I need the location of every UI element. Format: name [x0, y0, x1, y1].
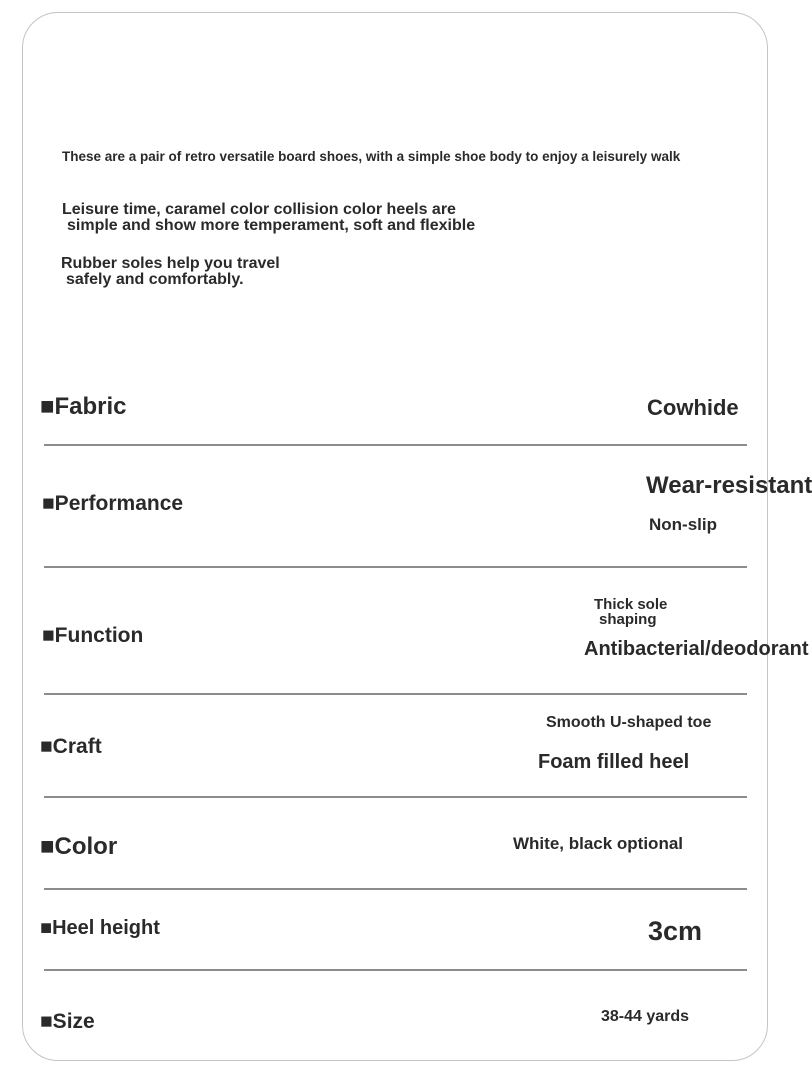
heel-height-value: 3cm: [648, 916, 703, 946]
function-value-2: Antibacterial/deodorant: [584, 638, 809, 660]
divider: [44, 888, 747, 890]
craft-value-2: Foam filled heel: [538, 751, 690, 773]
size-value: 38-44 yards: [601, 1008, 690, 1025]
performance-value-1: Wear-resistant: [646, 472, 812, 499]
divider: [44, 969, 747, 971]
performance-value-2: Non-slip: [649, 515, 717, 534]
performance-label: ■Performance: [42, 492, 184, 515]
divider: [44, 444, 747, 446]
divider: [44, 566, 747, 568]
fabric-label: ■Fabric: [40, 393, 127, 420]
intro-line-2b: simple and show more temperament, soft and flexible: [67, 217, 476, 234]
function-value-1a: Thick sole: [594, 596, 668, 613]
intro-line-3b: safely and comfortably.: [66, 271, 244, 288]
divider: [44, 796, 747, 798]
intro-paragraph-2: [62, 202, 475, 234]
craft-label: ■Craft: [40, 735, 102, 758]
function-value-1: [594, 597, 667, 627]
function-value-1b: shaping: [599, 611, 657, 628]
intro-line-3a: Rubber soles help you travel: [61, 255, 280, 272]
divider: [44, 693, 747, 695]
function-label: ■Function: [42, 624, 144, 647]
fabric-value: Cowhide: [647, 395, 739, 420]
craft-value-1: Smooth U-shaped toe: [546, 714, 712, 731]
heel-height-label: ■Heel height: [40, 917, 160, 939]
product-spec-card: [22, 12, 768, 1061]
intro-paragraph-3: [61, 256, 280, 288]
intro-line-2a: Leisure time, caramel color collision color heels are: [62, 201, 456, 218]
size-label: ■Size: [40, 1010, 95, 1033]
color-label: ■Color: [40, 833, 118, 860]
intro-line-1: These are a pair of retro versatile board shoes, with a simple shoe body to enjoy a leisurely walk: [62, 149, 681, 164]
color-value: White, black optional: [513, 834, 684, 853]
